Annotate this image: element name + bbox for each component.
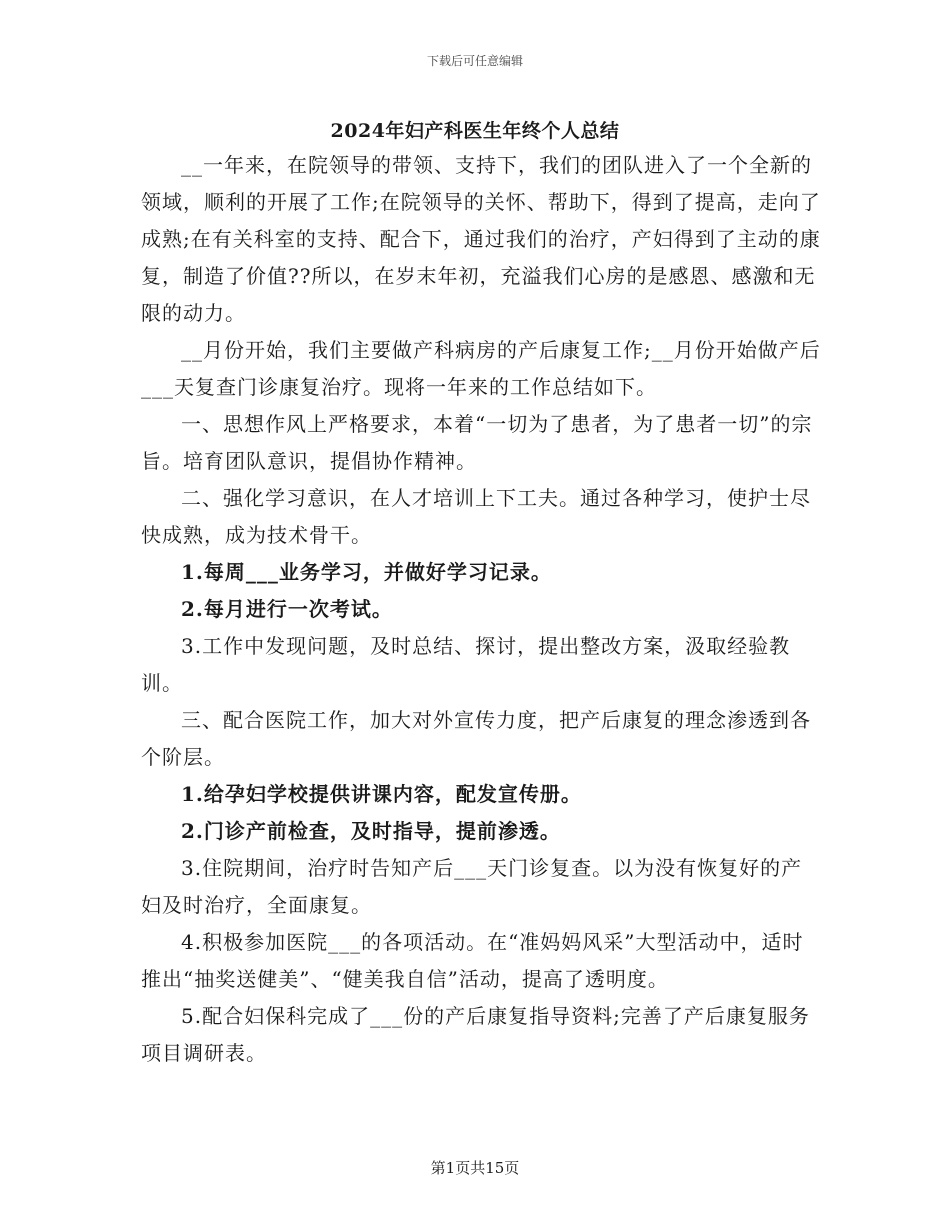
list-item-inpatient: 3.住院期间，治疗时告知产后___天门诊复查。以为没有恢复好的产妇及时治疗，全面康复。 (141, 856, 803, 917)
paragraph-schedule: __月份开始，我们主要做产科病房的产后康复工作;__月份开始做产后___天复查门诊康复治疗。现将一年来的工作总结如下。 (141, 338, 821, 399)
paragraph-intro: __一年来，在院领导的带领、支持下，我们的团队进入了一个全新的领域，顺利的开展了工作;在院领导的关怀、帮助下，得到了提高，走向了成熟;在有关科室的支持、配合下，通过我们的治疗，产妇得到了主动的康复，制造了价值??所以，在岁末年初，充溢我们心房的是感恩、感激和无限的动力。 (141, 153, 821, 325)
list-item-activities: 4.积极参加医院___的各项活动。在“准妈妈风采”大型活动中，适时推出“抽奖送健美”、“健美我自信”活动，提高了透明度。 (141, 930, 804, 991)
document-body (141, 147, 821, 1072)
list-item-problem-summary: 3.工作中发现问题，及时总结、探讨，提出整改方案，汲取经验教训。 (141, 634, 791, 695)
paragraph-section-3: 三、配合医院工作，加大对外宣传力度，把产后康复的理念渗透到各个阶层。 (141, 708, 811, 769)
list-item-prenatal-checks: 2.门诊产前检查，及时指导，提前渗透。 (181, 819, 561, 843)
list-item-materials: 5.配合妇保科完成了___份的产后康复指导资料;完善了产后康复服务项目调研表。 (141, 1004, 810, 1065)
document-title: 2024年妇产科医生年终个人总结 (330, 120, 620, 142)
list-item-monthly-exam: 2.每月进行一次考试。 (181, 597, 393, 621)
page-number: 第1页共15页 (430, 1159, 520, 1177)
header-note: 下载后可任意编辑 (426, 54, 523, 68)
list-item-school-lectures: 1.给孕妇学校提供讲课内容，配发宣传册。 (181, 782, 582, 806)
list-item-weekly-study: 1.每周___业务学习，并做好学习记录。 (181, 560, 552, 584)
paragraph-section-1: 一、思想作风上严格要求，本着“一切为了患者，为了患者一切”的宗旨。培育团队意识，提倡协作精神。 (141, 412, 813, 473)
paragraph-section-2: 二、强化学习意识，在人才培训上下工夫。通过各种学习，使护士尽快成熟，成为技术骨干。 (141, 486, 811, 547)
